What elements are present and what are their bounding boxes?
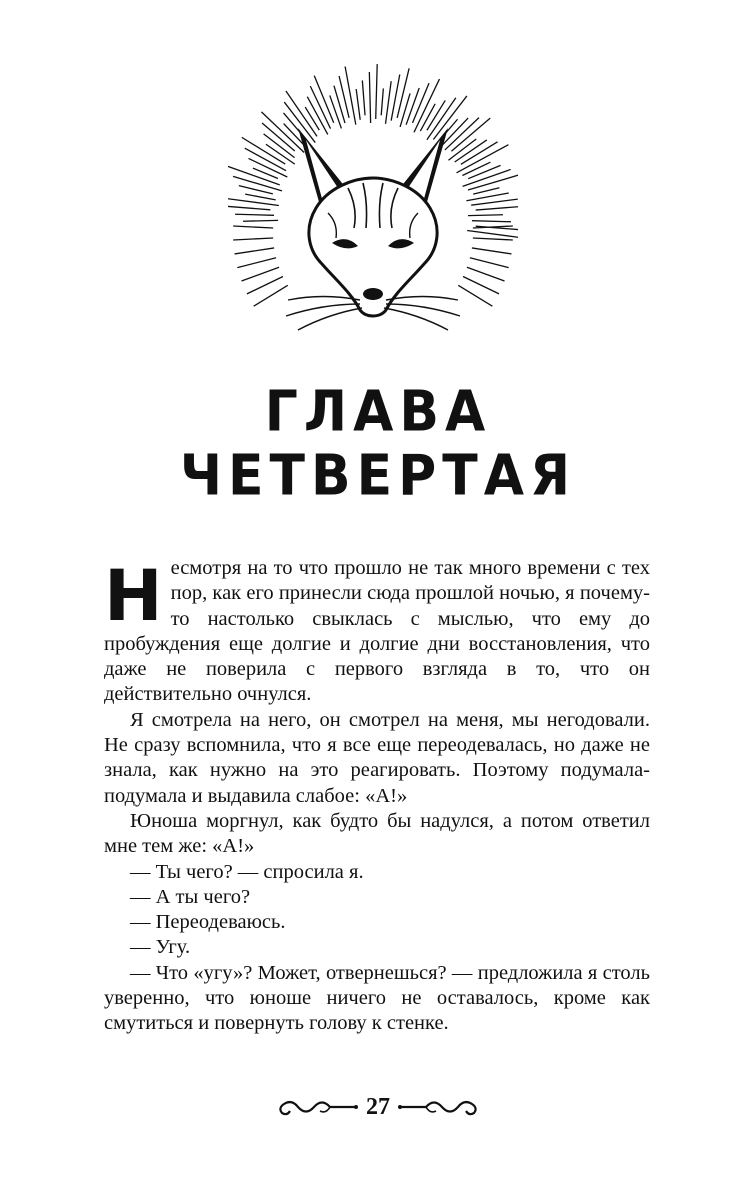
- flourish-ornament-icon: [396, 1094, 486, 1120]
- chapter-text: [104, 556, 650, 1037]
- page-number: 27: [366, 1094, 390, 1120]
- dialogue-line: — Угу.: [130, 936, 191, 959]
- paragraph: Я смотрела на него, он смотрел на меня, мы негодовали. Не сразу вспомнила, что я все еще переодевалась, но даже не знала, как нужно на это реагировать. Поэтому подумала-подумала и выдавила слабое: «А!»: [104, 708, 650, 807]
- dialogue-line: — Переодеваюсь.: [130, 911, 286, 934]
- paragraph: Юноша моргнул, как будто бы надулся, а потом ответил мне тем же: «А!»: [104, 809, 650, 858]
- flourish-ornament-icon: [270, 1094, 360, 1120]
- dialogue-line: — Ты чего? — спросила я.: [130, 860, 364, 883]
- dialogue-line: — А ты чего?: [130, 885, 251, 908]
- fox-head-icon: [228, 38, 518, 338]
- page-footer: [0, 1090, 756, 1130]
- paragraph-text: есмотря на то что прошло не так много времени с тех пор, как его принесли сюда прошлой ночью, я почему-то настолько свыклась с мыслью, что ему до пробуждения еще долгие и долгие дни восстановления, что даже не поверила с первого взгляда в то, что он действительно очнулся.: [104, 557, 650, 706]
- chapter-title-line-1: ГЛАВА: [264, 379, 492, 445]
- paragraph: [104, 556, 650, 708]
- dialogue-line: — Что «угу»? Может, отвернешься? — предложила я столь уверенно, что юноше ничего не оставалось, кроме как смутиться и повернуть голову к стенке.: [104, 961, 650, 1035]
- chapter-title-line-2: ЧЕТВЕРТАЯ: [179, 443, 577, 509]
- drop-cap: Н: [104, 555, 163, 637]
